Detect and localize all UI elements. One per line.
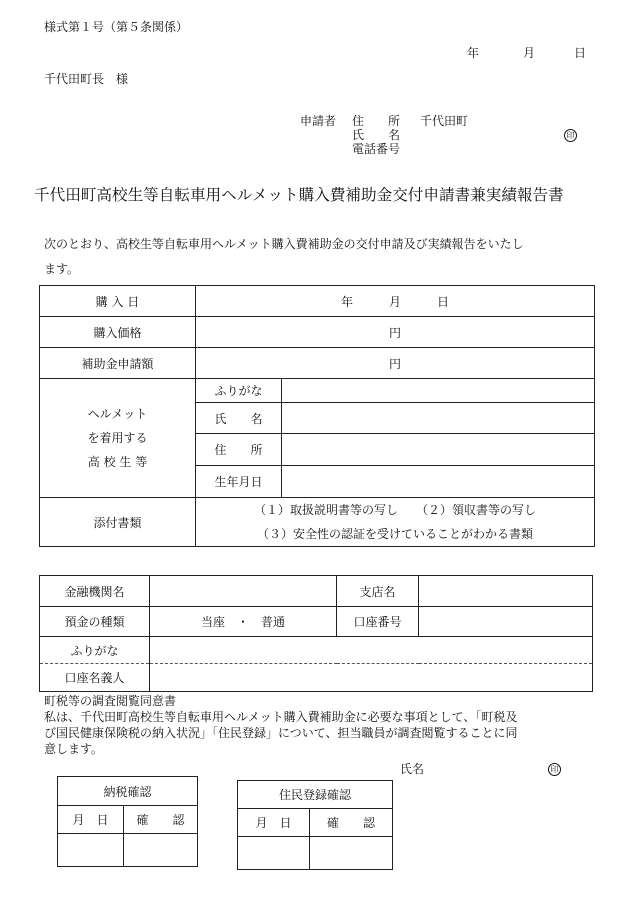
subsidy-unit: 円 (389, 356, 402, 371)
tax-date-field[interactable] (58, 834, 124, 867)
form-number: 様式第１号（第５条関係） (44, 20, 189, 34)
applicant-label: 申請者 (300, 114, 337, 128)
resident-date-label: 月 日 (238, 809, 310, 837)
tax-confirmation-title: 納税確認 (58, 777, 198, 806)
tax-check-field[interactable] (124, 834, 198, 867)
consent-line-2: び国民健康保険税の納入状況」「住民登録」について、担当職員が調査閲覧することに同 (44, 726, 518, 740)
date-month: 月 (523, 46, 536, 60)
consent-line-1: 私は、千代田町高校生等自転車用ヘルメット購入費補助金に必要な事項として、「町税及 (44, 710, 518, 724)
applicant-address-value: 千代田町 (420, 114, 469, 128)
subsidy-amount-field[interactable] (196, 348, 595, 379)
resident-confirmation-title: 住民登録確認 (238, 781, 393, 809)
account-number-field[interactable] (419, 607, 593, 637)
consent-seal-icon: 印 (548, 763, 561, 776)
applicant-address-label: 住 所 (352, 114, 401, 128)
bank-name-label: 金融機関名 (40, 576, 150, 607)
wearer-name-label: 氏 名 (196, 403, 282, 434)
consent-name-label: 氏名 (400, 762, 425, 776)
wearer-label: ヘルメット を着用する 高 校 生 等 (40, 379, 196, 498)
intro-line-2: ます。 (44, 262, 80, 276)
purchase-date-label: 購 入 日 (40, 286, 196, 317)
bank-name-field[interactable] (150, 576, 337, 607)
deposit-type-field[interactable]: 当座 ・ 普通 (150, 607, 337, 637)
date-year: 年 (467, 46, 480, 60)
bank-table (39, 575, 593, 692)
attachments-label: 添付書類 (40, 498, 196, 547)
consent-heading: 町税等の調査閲覧同意書 (44, 694, 177, 708)
resident-check-label: 確 認 (310, 809, 393, 837)
tax-date-label: 月 日 (58, 806, 124, 834)
resident-check-field[interactable] (310, 837, 393, 870)
resident-date-field[interactable] (238, 837, 310, 870)
applicant-name-label: 氏 名 (352, 128, 401, 142)
seal-icon: 印 (564, 129, 577, 142)
purchase-price-field[interactable] (196, 317, 595, 348)
wearer-address-field[interactable] (282, 434, 595, 466)
wearer-address-label: 住 所 (196, 434, 282, 466)
price-unit: 円 (389, 325, 402, 340)
tax-confirmation-box (57, 776, 198, 867)
wearer-name-field[interactable] (282, 403, 595, 434)
tax-check-label: 確 認 (124, 806, 198, 834)
account-holder-field[interactable] (150, 664, 593, 692)
date-day: 日 (574, 46, 587, 60)
account-number-label: 口座番号 (337, 607, 419, 637)
account-holder-label: 口座名義人 (40, 664, 150, 692)
holder-furigana-field[interactable] (150, 637, 593, 664)
intro-line-1: 次のとおり、高校生等自転車用ヘルメット購入費補助金の交付申請及び実績報告をいたし (44, 237, 524, 251)
applicant-phone-label: 電話番号 (352, 142, 401, 156)
application-table (39, 285, 595, 547)
attachments-list: （１）取扱説明書等の写し （２）領収書等の写し （３）安全性の認証を受けていることがわかる書類 (196, 498, 595, 547)
purchase-price-label: 購入価格 (40, 317, 196, 348)
wearer-furigana-field[interactable] (282, 379, 595, 403)
wearer-dob-field[interactable] (282, 466, 595, 498)
branch-name-field[interactable] (419, 576, 593, 607)
branch-name-label: 支店名 (337, 576, 419, 607)
purchase-date-field[interactable]: 年 月 日 (196, 286, 595, 317)
wearer-furigana-label: ふりがな (196, 379, 282, 403)
wearer-dob-label: 生年月日 (196, 466, 282, 498)
holder-furigana-label: ふりがな (40, 637, 150, 664)
consent-line-3: 意します。 (44, 742, 104, 756)
deposit-type-label: 預金の種類 (40, 607, 150, 637)
addressee: 千代田町長 様 (44, 72, 129, 86)
page-title: 千代田町高校生等自転車用ヘルメット購入費補助金交付申請書兼実績報告書 (34, 186, 564, 204)
resident-confirmation-box (237, 780, 393, 870)
subsidy-amount-label: 補助金申請額 (40, 348, 196, 379)
